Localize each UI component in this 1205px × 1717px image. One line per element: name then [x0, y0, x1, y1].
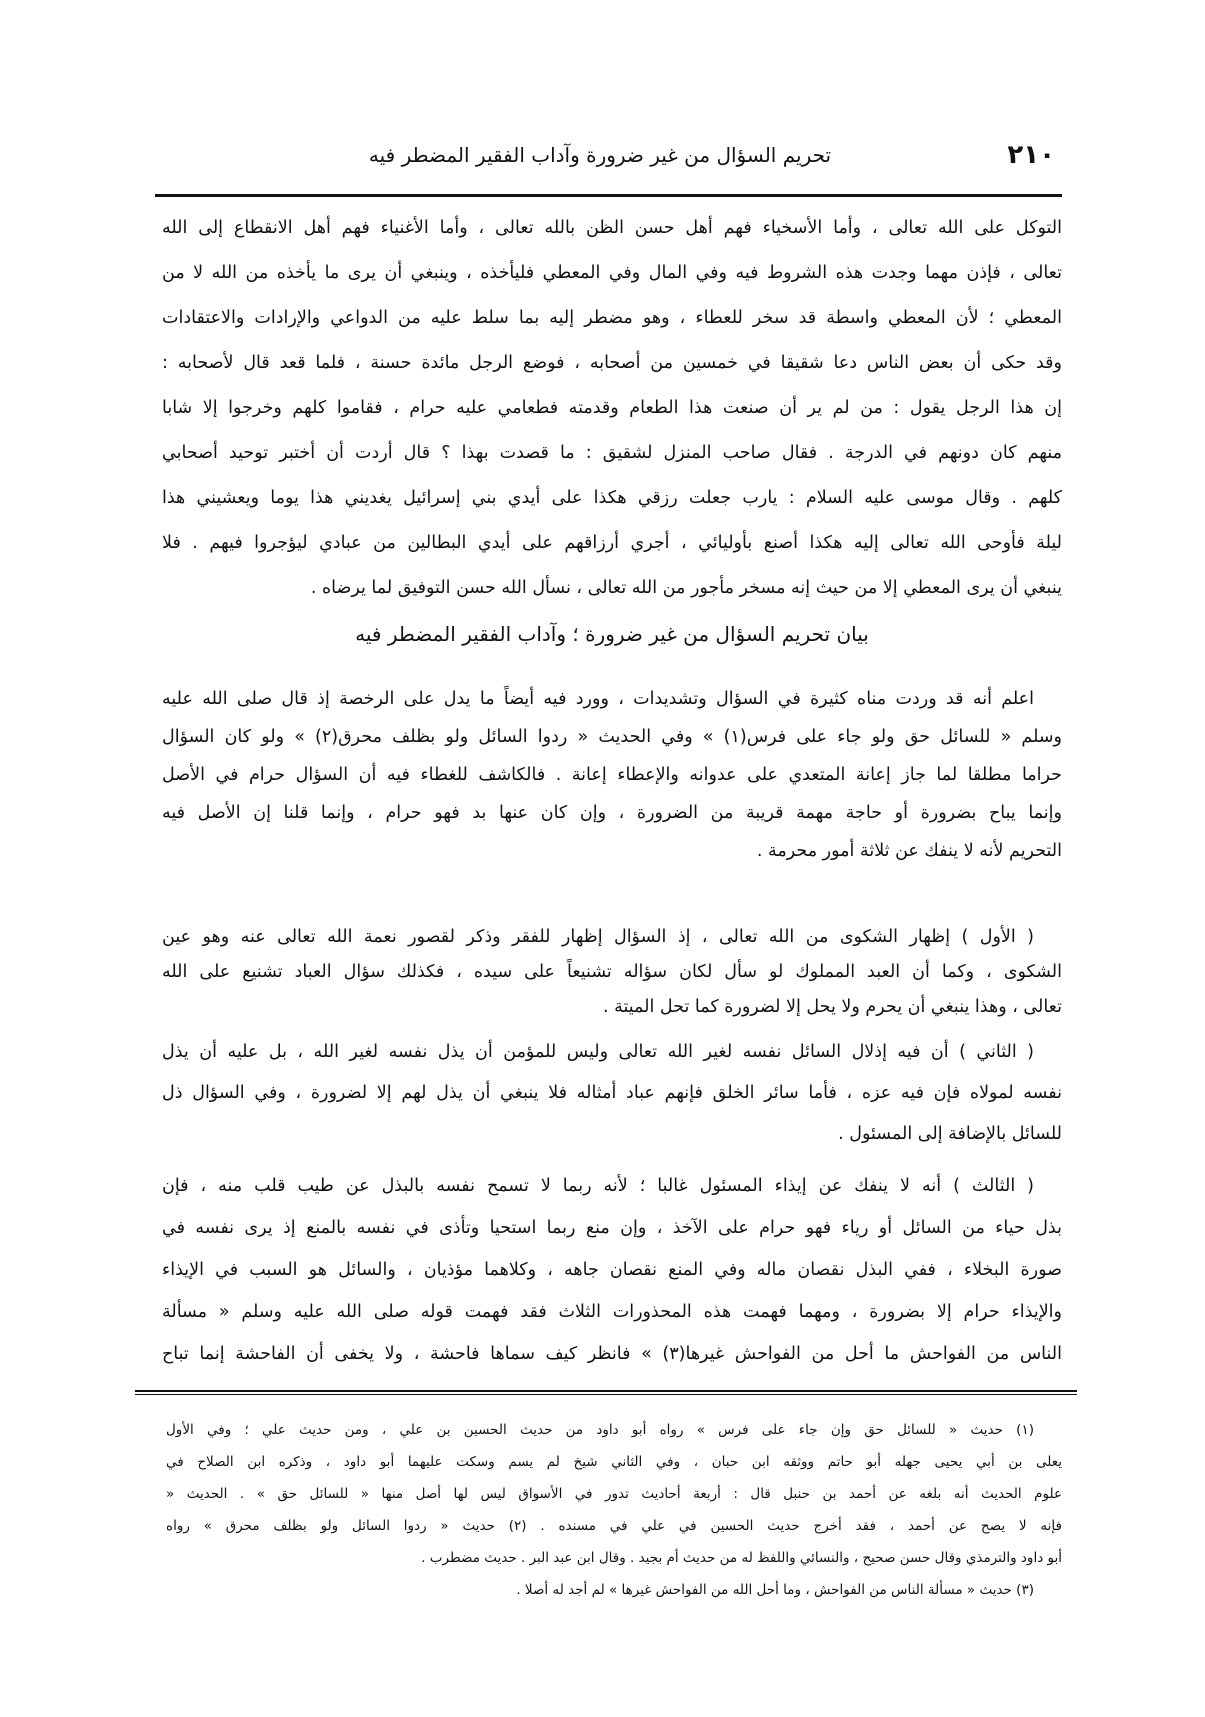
text-line: تعالى ، فإذن مهما وجدت هذه الشروط فيه وفي المال وفي المعطي فليأخذه ، وينبغي أن يرى ما يأخذه من الله لا من [162, 263, 1062, 283]
footnote-line: يعلى بن أبي يحيى جهله أبو حاتم ووثقه ابن حبان ، وفي الثاني شيخ لم يسم وسكت عليهما أبو داود ، وذكره ابن الصلاح في [166, 1454, 1062, 1470]
paragraph-1 [162, 206, 1062, 611]
text-line: بذل حياء من السائل أو رياء فهو حرام على الآخذ ، وإن منع ربما استحيا وتأذى في نفسه بالمنع إذ يرى نفسه في [162, 1218, 1062, 1238]
text-line: منهم كان دونهم في الدرجة . فقال صاحب المنزل لشقيق : ما قصدت بهذا ؟ قال أردت أن أختبر توحيد أصحابي [162, 443, 1062, 463]
footnote-line: فإنه لا يصح عن أحمد ، فقد أخرج حديث الحسين في علي في مسنده . (٢) حديث « ردوا السائل ولو بظلف محرق » رواه [166, 1518, 1062, 1534]
text-line: للسائل بالإضافة إلى المسئول . [838, 1124, 1062, 1144]
text-line: التوكل على الله تعالى ، وأما الأسخياء فهم أهل حسن الظن بالله تعالى ، وأما الأغنياء فهم أهل الانقطاع إلى الله [162, 218, 1062, 238]
text-line: تعالى ، وهذا ينبغي أن يحرم ولا يحل إلا لضرورة كما تحل الميتة . [602, 997, 1062, 1017]
footnotes [166, 1414, 1062, 1606]
footnote-line: (١) حديث « للسائل حق وإن جاء على فرس » رواه أبو داود من حديث الحسين بن علي ، ومن حديث علي ؛ وفي الأول [166, 1422, 1034, 1438]
text-line: والإيذاء حرام إلا بضرورة ، ومهما فهمت هذه المحذورات الثلاث فقد فهمت قوله صلى الله عليه وسلم « مسألة [162, 1302, 1062, 1322]
footnote-line: أبو داود والترمذي وقال حسن صحيح ، والنسائي واللفظ له من حديث أم بجيد . وقال ابن عبد البر . حديث مضطرب . [421, 1550, 1062, 1566]
text-line: اعلم أنه قد وردت مناه كثيرة في السؤال وتشديدات ، وورد فيه أيضاً ما يدل على الرخصة إذ قال صلى الله عليه [162, 689, 1034, 709]
text-line: نفسه لمولاه فإن فيه عزه ، فأما سائر الخلق فإنهم عباد أمثاله فلا ينبغي أن يذل لهم إلا لضرورة ، وفي السؤال ذل [162, 1083, 1062, 1103]
text-line: الشكوى ، وكما أن العبد المملوك لو سأل لكان سؤاله تشنيعاً على سيده ، فكذلك سؤال العباد تشنيع على الله [162, 962, 1062, 982]
paragraph-3-first [162, 920, 1062, 1025]
running-title: تحريم السؤال من غير ضرورة وآداب الفقير المضطر فيه [368, 143, 832, 167]
paragraph-4-second [162, 1032, 1062, 1155]
footnote-rule [135, 1390, 1077, 1395]
text-line: التحريم لأنه لا ينفك عن ثلاثة أمور محرمة . [756, 841, 1062, 861]
text-line: حراما مطلقا لما جاز إعانة المتعدي على عدوانه والإعطاء إعانة . فالكاشف للغطاء فيه أن السؤال حرام في الأصل [162, 765, 1062, 785]
text-line: وسلم « للسائل حق ولو جاء على فرس(١) » وفي الحديث « ردوا السائل ولو بظلف محرق(٢) » ولو كان السؤال [162, 727, 1062, 747]
text-line: صورة البخلاء ، ففي البذل نقصان ماله وفي المنع نقصان جاهه ، وكلاهما مؤذيان ، والسائل هو السبب في الإيذاء [162, 1260, 1062, 1280]
header-rule [155, 194, 1062, 197]
paragraph-5-third [162, 1165, 1062, 1375]
text-line: ينبغي أن يرى المعطي إلا من حيث إنه مسخر مأجور من الله تعالى ، نسأل الله حسن التوفيق لما يرضاه . [310, 578, 1062, 598]
section-heading: بيان تحريم السؤال من غير ضرورة ؛ وآداب الفقير المضطر فيه [355, 622, 869, 646]
page-number: ٢١٠ [1007, 140, 1055, 170]
text-line: وقد حكى أن بعض الناس دعا شقيقا في خمسين من أصحابه ، فوضع الرجل مائدة حسنة ، فلما قعد قال لأصحابه : [162, 353, 1062, 373]
text-line: الناس من الفواحش ما أحل من الفواحش غيرها(٣) » فانظر كيف سماها فاحشة ، ولا يخفى أن الفاحشة إنما تباح [162, 1344, 1062, 1364]
text-line: كلهم . وقال موسى عليه السلام : يارب جعلت رزقي هكذا على أيدي بني إسرائيل يغديني هذا يوما ويعشيني هذا [162, 488, 1062, 508]
paragraph-2 [162, 680, 1062, 870]
text-line: وإنما يباح بضرورة أو حاجة مهمة قريبة من الضرورة ، وإن كان عنها بد فهو حرام ، وإنما قلنا إن الأصل فيه [162, 803, 1062, 823]
footnote-line: (٣) حديث « مسألة الناس من الفواحش ، وما أحل الله من الفواحش غيرها » لم أجد له أصلا . [516, 1582, 1034, 1598]
text-line: ( الثالث ) أنه لا ينفك عن إيذاء المسئول غالبا ؛ لأنه ربما لا تسمح نفسه بالبذل عن طيب قلب منه ، فإن [162, 1176, 1034, 1196]
footnote-line: علوم الحديث أنه بلغه عن أحمد بن حنبل قال : أربعة أحاديث تدور في الأسواق ليس لها أصل منها « للسائل حق » . الحديث « [166, 1486, 1062, 1502]
text-line: ( الأول ) إظهار الشكوى من الله تعالى ، إذ السؤال إظهار للفقر وذكر لقصور نعمة الله تعالى عنه وهو عين [162, 927, 1034, 947]
text-line: المعطي ؛ لأن المعطي واسطة قد سخر للعطاء ، وهو مضطر إليه بما سلط عليه من الدواعي والإرادات والاعتقادات [162, 308, 1062, 328]
text-line: ليلة فأوحى الله تعالى إليه هكذا أصنع بأوليائي ، أجري أرزاقهم على أيدي البطالين من عبادي ليؤجروا فيهم . فلا [162, 533, 1062, 553]
text-line: إن هذا الرجل يقول : من لم ير أن صنعت هذا الطعام وقدمته فطعامي عليه حرام ، فقاموا كلهم وخرجوا إلا شابا [162, 398, 1062, 418]
text-line: ( الثاني ) أن فيه إذلال السائل نفسه لغير الله تعالى وليس للمؤمن أن يذل نفسه لغير الله ، بل عليه أن يذل [162, 1042, 1034, 1062]
